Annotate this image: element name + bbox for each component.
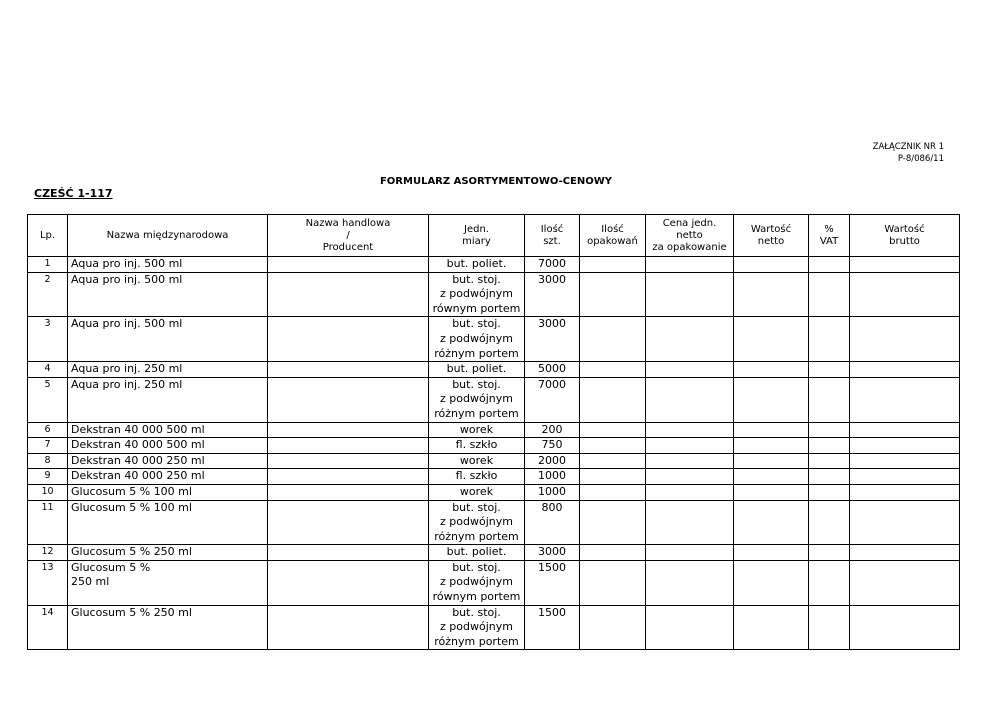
table-row bbox=[28, 560, 960, 605]
cell-trade-name-producer bbox=[268, 272, 429, 317]
header-lp: Lp. bbox=[28, 215, 68, 257]
cell-gross-value bbox=[850, 484, 960, 500]
header-trade-name-producer: Nazwa handlowa / Producent bbox=[268, 215, 429, 257]
cell-quantity: 7000 bbox=[525, 377, 580, 422]
cell-unit-net-price bbox=[646, 438, 734, 454]
table-row bbox=[28, 422, 960, 438]
cell-gross-value bbox=[850, 560, 960, 605]
cell-lp: 11 bbox=[28, 500, 68, 545]
table-row bbox=[28, 469, 960, 485]
cell-international-name: Glucosum 5 % 100 ml bbox=[68, 500, 268, 545]
cell-vat bbox=[809, 484, 850, 500]
header-unit: Jedn. miary bbox=[429, 215, 525, 257]
cell-net-value bbox=[734, 438, 809, 454]
cell-net-value bbox=[734, 469, 809, 485]
cell-gross-value bbox=[850, 362, 960, 378]
cell-package-count bbox=[580, 605, 646, 650]
cell-package-count bbox=[580, 453, 646, 469]
cell-quantity: 1000 bbox=[525, 484, 580, 500]
table-row bbox=[28, 438, 960, 454]
cell-unit: but. stoj. z podwójnym równym portem bbox=[429, 272, 525, 317]
header-quantity: Ilość szt. bbox=[525, 215, 580, 257]
cell-unit-net-price bbox=[646, 272, 734, 317]
cell-package-count bbox=[580, 362, 646, 378]
cell-quantity: 3000 bbox=[525, 317, 580, 362]
cell-international-name: Glucosum 5 % 250 ml bbox=[68, 605, 268, 650]
form-title: FORMULARZ ASORTYMENTOWO-CENOWY bbox=[379, 176, 613, 187]
cell-unit: but. stoj. z podwójnym różnym portem bbox=[429, 377, 525, 422]
cell-package-count bbox=[580, 377, 646, 422]
cell-unit: fl. szkło bbox=[429, 469, 525, 485]
cell-unit: fl. szkło bbox=[429, 438, 525, 454]
cell-international-name: Glucosum 5 % 100 ml bbox=[68, 484, 268, 500]
cell-vat bbox=[809, 422, 850, 438]
cell-net-value bbox=[734, 317, 809, 362]
cell-package-count bbox=[580, 484, 646, 500]
header-vat: % VAT bbox=[809, 215, 850, 257]
cell-unit-net-price bbox=[646, 453, 734, 469]
cell-international-name: Dekstran 40 000 250 ml bbox=[68, 453, 268, 469]
part-heading: CZEŚĆ 1-117 bbox=[34, 187, 113, 200]
cell-vat bbox=[809, 545, 850, 561]
cell-vat bbox=[809, 469, 850, 485]
cell-trade-name-producer bbox=[268, 469, 429, 485]
cell-package-count bbox=[580, 257, 646, 273]
cell-unit: but. stoj. z podwójnym równym portem bbox=[429, 560, 525, 605]
cell-international-name: Glucosum 5 % 250 ml bbox=[68, 545, 268, 561]
cell-trade-name-producer bbox=[268, 453, 429, 469]
cell-unit-net-price bbox=[646, 469, 734, 485]
annex-number: ZAŁĄCZNIK NR 1 bbox=[872, 142, 944, 152]
cell-lp: 1 bbox=[28, 257, 68, 273]
cell-unit: worek bbox=[429, 453, 525, 469]
cell-package-count bbox=[580, 422, 646, 438]
cell-gross-value bbox=[850, 438, 960, 454]
cell-net-value bbox=[734, 484, 809, 500]
cell-international-name: Glucosum 5 % 250 ml bbox=[68, 560, 268, 605]
cell-unit: but. poliet. bbox=[429, 545, 525, 561]
table-row bbox=[28, 484, 960, 500]
cell-lp: 10 bbox=[28, 484, 68, 500]
cell-gross-value bbox=[850, 605, 960, 650]
cell-quantity: 200 bbox=[525, 422, 580, 438]
header-package-count: Ilość opakowań bbox=[580, 215, 646, 257]
cell-quantity: 1500 bbox=[525, 560, 580, 605]
cell-gross-value bbox=[850, 422, 960, 438]
cell-unit: but. stoj. z podwójnym różnym portem bbox=[429, 605, 525, 650]
cell-international-name: Dekstran 40 000 500 ml bbox=[68, 438, 268, 454]
header-unit-net-price: Cena jedn. netto za opakowanie bbox=[646, 215, 734, 257]
cell-gross-value bbox=[850, 545, 960, 561]
cell-unit: but. stoj. z podwójnym różnym portem bbox=[429, 317, 525, 362]
cell-trade-name-producer bbox=[268, 545, 429, 561]
table-row bbox=[28, 377, 960, 422]
cell-vat bbox=[809, 438, 850, 454]
annex-reference bbox=[873, 141, 944, 165]
cell-trade-name-producer bbox=[268, 605, 429, 650]
cell-lp: 9 bbox=[28, 469, 68, 485]
cell-unit-net-price bbox=[646, 560, 734, 605]
cell-trade-name-producer bbox=[268, 438, 429, 454]
table-row bbox=[28, 362, 960, 378]
table-row bbox=[28, 545, 960, 561]
cell-unit-net-price bbox=[646, 362, 734, 378]
cell-unit-net-price bbox=[646, 545, 734, 561]
cell-quantity: 1000 bbox=[525, 469, 580, 485]
cell-lp: 12 bbox=[28, 545, 68, 561]
cell-vat bbox=[809, 272, 850, 317]
cell-gross-value bbox=[850, 453, 960, 469]
price-form-table bbox=[27, 214, 960, 650]
cell-gross-value bbox=[850, 377, 960, 422]
cell-unit: but. stoj. z podwójnym różnym portem bbox=[429, 500, 525, 545]
cell-net-value bbox=[734, 500, 809, 545]
cell-quantity: 1500 bbox=[525, 605, 580, 650]
cell-vat bbox=[809, 500, 850, 545]
header-international-name: Nazwa międzynarodowa bbox=[68, 215, 268, 257]
table-row bbox=[28, 453, 960, 469]
cell-net-value bbox=[734, 560, 809, 605]
cell-quantity: 3000 bbox=[525, 272, 580, 317]
cell-quantity: 3000 bbox=[525, 545, 580, 561]
table-row bbox=[28, 257, 960, 273]
cell-unit-net-price bbox=[646, 484, 734, 500]
cell-net-value bbox=[734, 257, 809, 273]
header-row bbox=[28, 215, 960, 257]
cell-international-name: Dekstran 40 000 250 ml bbox=[68, 469, 268, 485]
cell-unit-net-price bbox=[646, 605, 734, 650]
cell-international-name: Aqua pro inj. 250 ml bbox=[68, 377, 268, 422]
cell-package-count bbox=[580, 272, 646, 317]
table-row bbox=[28, 272, 960, 317]
cell-gross-value bbox=[850, 317, 960, 362]
cell-net-value bbox=[734, 545, 809, 561]
cell-vat bbox=[809, 605, 850, 650]
cell-unit-net-price bbox=[646, 317, 734, 362]
cell-net-value bbox=[734, 422, 809, 438]
cell-gross-value bbox=[850, 257, 960, 273]
cell-package-count bbox=[580, 560, 646, 605]
cell-lp: 13 bbox=[28, 560, 68, 605]
cell-gross-value bbox=[850, 500, 960, 545]
cell-vat bbox=[809, 257, 850, 273]
cell-quantity: 800 bbox=[525, 500, 580, 545]
cell-unit-net-price bbox=[646, 257, 734, 273]
cell-vat bbox=[809, 377, 850, 422]
cell-vat bbox=[809, 453, 850, 469]
cell-net-value bbox=[734, 605, 809, 650]
cell-unit-net-price bbox=[646, 422, 734, 438]
cell-package-count bbox=[580, 317, 646, 362]
cell-lp: 4 bbox=[28, 362, 68, 378]
cell-trade-name-producer bbox=[268, 484, 429, 500]
cell-net-value bbox=[734, 377, 809, 422]
cell-quantity: 2000 bbox=[525, 453, 580, 469]
cell-trade-name-producer bbox=[268, 377, 429, 422]
header-net-value: Wartość netto bbox=[734, 215, 809, 257]
table-row bbox=[28, 605, 960, 650]
cell-vat bbox=[809, 560, 850, 605]
cell-lp: 6 bbox=[28, 422, 68, 438]
cell-unit: but. poliet. bbox=[429, 362, 525, 378]
cell-package-count bbox=[580, 438, 646, 454]
cell-package-count bbox=[580, 469, 646, 485]
table-row bbox=[28, 500, 960, 545]
cell-net-value bbox=[734, 362, 809, 378]
header-gross-value: Wartość brutto bbox=[850, 215, 960, 257]
cell-gross-value bbox=[850, 272, 960, 317]
cell-trade-name-producer bbox=[268, 257, 429, 273]
cell-vat bbox=[809, 362, 850, 378]
cell-trade-name-producer bbox=[268, 560, 429, 605]
cell-package-count bbox=[580, 545, 646, 561]
cell-lp: 3 bbox=[28, 317, 68, 362]
table-row bbox=[28, 317, 960, 362]
cell-gross-value bbox=[850, 469, 960, 485]
cell-lp: 7 bbox=[28, 438, 68, 454]
cell-quantity: 750 bbox=[525, 438, 580, 454]
procedure-number: P-8/086/11 bbox=[897, 154, 944, 164]
cell-trade-name-producer bbox=[268, 317, 429, 362]
cell-lp: 14 bbox=[28, 605, 68, 650]
cell-unit-net-price bbox=[646, 500, 734, 545]
cell-vat bbox=[809, 317, 850, 362]
cell-unit: worek bbox=[429, 484, 525, 500]
cell-trade-name-producer bbox=[268, 422, 429, 438]
cell-unit-net-price bbox=[646, 377, 734, 422]
cell-lp: 2 bbox=[28, 272, 68, 317]
cell-net-value bbox=[734, 453, 809, 469]
cell-quantity: 7000 bbox=[525, 257, 580, 273]
cell-trade-name-producer bbox=[268, 362, 429, 378]
cell-lp: 8 bbox=[28, 453, 68, 469]
cell-net-value bbox=[734, 272, 809, 317]
cell-trade-name-producer bbox=[268, 500, 429, 545]
cell-international-name: Aqua pro inj. 500 ml bbox=[68, 317, 268, 362]
cell-international-name: Dekstran 40 000 500 ml bbox=[68, 422, 268, 438]
cell-international-name: Aqua pro inj. 500 ml bbox=[68, 272, 268, 317]
cell-international-name: Aqua pro inj. 250 ml bbox=[68, 362, 268, 378]
cell-international-name: Aqua pro inj. 500 ml bbox=[68, 257, 268, 273]
cell-lp: 5 bbox=[28, 377, 68, 422]
cell-package-count bbox=[580, 500, 646, 545]
cell-unit: worek bbox=[429, 422, 525, 438]
cell-unit: but. poliet. bbox=[429, 257, 525, 273]
cell-quantity: 5000 bbox=[525, 362, 580, 378]
